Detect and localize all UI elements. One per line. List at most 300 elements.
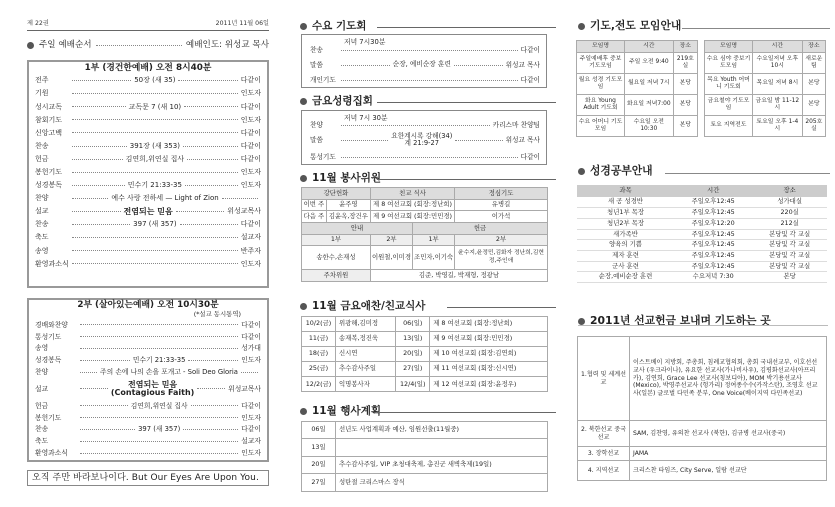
order-label: 찬양 xyxy=(35,194,49,203)
table-cell: 주일오후12:20 xyxy=(674,218,752,229)
worship-order-column xyxy=(0,0,275,507)
dots-leader xyxy=(72,106,126,107)
table-cell: 20(일) xyxy=(396,347,430,362)
table-cell: 수요일저녁 오후 10시 xyxy=(753,53,803,74)
table-header: 시간 xyxy=(753,41,803,53)
meal-heading xyxy=(300,300,425,313)
table-cell: 월요일 저녁 7시 xyxy=(625,74,674,95)
program-row xyxy=(310,45,540,55)
table-cell: 본당및 각 교실 xyxy=(752,261,827,272)
table-cell: 추수감사주일 xyxy=(336,362,396,377)
header-divider xyxy=(27,30,269,31)
order-content-text: 김연희,위연실 집사 xyxy=(125,154,185,163)
wednesday-heading xyxy=(300,20,366,33)
heading-rule xyxy=(377,412,556,413)
order-leader: 위성교목사 xyxy=(227,207,261,216)
dots-leader xyxy=(80,336,238,337)
order-content-text: 397 (새 357) xyxy=(133,220,177,229)
order-content xyxy=(100,368,238,376)
program-label: 찬양 xyxy=(310,120,323,129)
servers-table xyxy=(301,187,548,282)
table-cell: 금요일 밤 11-12시 xyxy=(753,95,803,116)
bullet-icon xyxy=(578,23,585,30)
issue-date: 2011년 11월 06일 xyxy=(215,20,269,27)
table-cell: 양육의 기쁨 xyxy=(577,240,674,251)
order-row xyxy=(35,139,261,152)
heading-rule xyxy=(578,325,828,326)
order-label: 송영 xyxy=(35,246,49,255)
program-label: 찬송 xyxy=(310,45,323,54)
table-cell: 13(일) xyxy=(396,332,430,347)
page-header xyxy=(27,20,269,27)
motto-banner: 오직 주만 바라보나이다. But Our Eyes Are Upon You. xyxy=(27,470,269,486)
table-header: 헌금 xyxy=(413,223,548,235)
dots-leader xyxy=(341,157,518,158)
heading-rule xyxy=(682,28,830,29)
program-row xyxy=(310,131,541,147)
dots-leader xyxy=(341,65,390,66)
friday-box xyxy=(301,110,547,165)
order-leader: 다같이 xyxy=(241,320,261,329)
table-cell: 06일 xyxy=(302,422,336,439)
program-leader: 카리스마 찬양팀 xyxy=(492,120,540,129)
table-cell: 위광해,김미정 xyxy=(336,317,396,332)
dots-leader xyxy=(80,388,108,389)
order-content-text: 397 (새 357) xyxy=(138,425,181,434)
table-cell: 주일오후12:45 xyxy=(674,261,752,272)
table-cell xyxy=(336,439,548,456)
order-row xyxy=(35,354,261,366)
order-label: 헌금 xyxy=(35,401,49,410)
order-leader: 다같이 xyxy=(241,401,261,410)
program-leader: 다같이 xyxy=(520,45,540,54)
order-label: 설교 xyxy=(35,384,49,393)
table-cell: 목요 Youth 어머니 기도회 xyxy=(705,74,753,95)
table-row xyxy=(577,208,827,219)
dots-leader xyxy=(180,224,238,225)
order-label: 찬송 xyxy=(35,425,49,434)
worship-order-heading xyxy=(27,40,269,50)
wednesday-box xyxy=(301,34,547,88)
order-leader: 다같이 xyxy=(240,76,261,85)
mission-category: 3. 장학선교 xyxy=(578,447,630,461)
table-row xyxy=(578,421,827,447)
table-row xyxy=(577,95,698,116)
dots-leader xyxy=(80,441,238,442)
dots-leader xyxy=(72,263,238,264)
table-header: 안내 xyxy=(302,223,413,235)
dots-leader xyxy=(341,80,518,81)
table-row xyxy=(705,41,826,53)
program-leader: 위성교 목사 xyxy=(505,135,541,144)
table-row xyxy=(302,234,548,246)
bullet-icon xyxy=(300,98,307,105)
table-header: 시간 xyxy=(625,41,674,53)
table-cell: 본당및 각 교실 xyxy=(752,240,827,251)
order-content xyxy=(138,425,180,433)
table-cell: 조민자,이기숙 xyxy=(413,246,455,270)
order-row xyxy=(35,412,261,424)
order-content xyxy=(128,181,182,189)
service1-box xyxy=(27,60,269,288)
order-label: 성경봉독 xyxy=(35,181,63,190)
guide-column xyxy=(570,0,833,507)
order-leader: 다같이 xyxy=(241,425,261,434)
table-cell: 12/4(일) xyxy=(396,377,430,392)
table-cell: 본당 xyxy=(673,116,697,137)
order-content-text: 교독문 7 (새 10) xyxy=(128,102,182,111)
table-row xyxy=(705,74,826,95)
table-cell: 10/2(금) xyxy=(302,317,336,332)
order-label: 송영 xyxy=(35,344,49,353)
heading-rule xyxy=(377,27,556,28)
prayer-title: 기도,전도 모임안내 xyxy=(590,19,682,32)
table-cell: 18(금) xyxy=(302,347,336,362)
table-cell: 제 9 여선교회 (회장:민민경) xyxy=(430,332,548,347)
bible-heading xyxy=(578,165,653,178)
order-content-text: 민수기 21:33-35 xyxy=(132,356,186,365)
order-row xyxy=(35,74,261,87)
dots-leader xyxy=(341,125,490,126)
table-row xyxy=(578,337,827,421)
table-cell: 이원철,이미경 xyxy=(370,246,412,270)
table-cell: 13일 xyxy=(302,439,336,456)
table-cell: 청년2부 목장 xyxy=(577,218,674,229)
dots-leader xyxy=(184,106,238,107)
order-label: 경배와찬양 xyxy=(35,320,68,329)
mission-targets: 이스트베이 지방회, 주총회, 침례교협의회, 총회 국내선교부, 이호선선교사 (우크라이나), 유요한 선교사(가나비사우), 김평화선교사(아프리카), 김연희, Grace Lee 선교사(칭보디아), MOM 박기용선교사 (Mexico), 박영주선교사 (헝가리) 정여종수수(카작스탄), 조영호 선교사(일본) 글로벌 다민족 분부, One Voice(베이지역 다민족선교) xyxy=(630,337,827,421)
issue-number: 제 22권 xyxy=(27,20,49,27)
order-leader: 반주자 xyxy=(240,246,261,255)
order-content-text: 전염되는 믿음 xyxy=(123,206,173,216)
table-cell: 성가대실 xyxy=(752,197,827,208)
events-heading xyxy=(300,405,381,418)
table-cell: 25(금) xyxy=(302,362,336,377)
table-row xyxy=(705,53,826,74)
heading-rule xyxy=(377,179,556,180)
order-row xyxy=(35,179,261,192)
order-leader: 인도자 xyxy=(240,115,261,124)
table-header: 1부 xyxy=(413,234,455,246)
order-leader: 위성교목사 xyxy=(228,384,261,393)
order-content xyxy=(134,76,175,84)
table-cell: 본당 xyxy=(752,272,827,283)
order-leader: 인도자 xyxy=(240,89,261,98)
order-row xyxy=(35,447,261,459)
table-cell: 본당 xyxy=(802,74,825,95)
table-cell: 유병길 xyxy=(455,199,548,211)
table-header: 주차위원 xyxy=(302,270,371,282)
table-row xyxy=(302,188,548,200)
bullet-icon xyxy=(300,303,307,310)
service2-subtitle: (*설교 동시통역) xyxy=(193,310,241,318)
table-cell: 성탄절 크리스마스 장식 xyxy=(336,474,548,491)
order-label: 전주 xyxy=(35,76,49,85)
order-leader: 설교자 xyxy=(240,233,261,242)
order-leader: 인도자 xyxy=(241,356,261,365)
order-content-text: 주의 손에 나의 손을 포개고 - Soli Deo Gloria xyxy=(100,368,238,376)
dots-leader xyxy=(187,159,238,160)
table-cell: 06(일) xyxy=(396,317,430,332)
order-label: 찬양 xyxy=(35,368,49,376)
table-header: 장소 xyxy=(673,41,697,53)
table-row xyxy=(302,347,548,362)
order-row xyxy=(35,366,261,378)
mission-heading xyxy=(578,315,771,328)
order-row xyxy=(35,319,261,331)
table-cell: 화요 Young Adult 기도회 xyxy=(577,95,625,116)
table-header: 2부 xyxy=(370,234,412,246)
order-content-text: 50장 (새 35) xyxy=(134,76,176,85)
table-cell: 205호실 xyxy=(802,116,825,137)
table-row xyxy=(577,41,698,53)
dots-leader xyxy=(197,388,225,389)
order-row xyxy=(35,205,261,218)
table-row xyxy=(577,229,827,240)
dots-leader xyxy=(191,405,239,406)
table-cell: 제 11 여선교회 (회장:신시연) xyxy=(430,362,548,377)
table-cell: 이가석 xyxy=(455,211,548,223)
order-row xyxy=(35,126,261,139)
table-cell: 김윤옥,장건우 xyxy=(326,211,370,223)
order-row xyxy=(35,192,261,205)
table-cell: 수요저녁 7:30 xyxy=(674,272,752,283)
table-cell: 다음 주 xyxy=(302,211,327,223)
table-cell: 윤주영 xyxy=(326,199,370,211)
table-cell: 20일 xyxy=(302,456,336,473)
table-row xyxy=(577,240,827,251)
dots-leader xyxy=(188,360,238,361)
table-row xyxy=(577,218,827,229)
table-cell: 화요일 저녁7:00 xyxy=(625,95,674,116)
table-cell: 본당 xyxy=(673,74,697,95)
dots-leader xyxy=(72,224,130,225)
program-row xyxy=(310,75,540,85)
order-content-sub: (Contagious Faith) xyxy=(110,387,195,397)
bullet-icon xyxy=(300,408,307,415)
order-leader: 인도자 xyxy=(240,259,261,268)
order-leader: 다같이 xyxy=(240,128,261,137)
program-row xyxy=(310,60,540,70)
program-label: 통성기도 xyxy=(310,152,336,161)
table-row xyxy=(577,185,827,197)
service2-box xyxy=(27,298,269,462)
events-title: 11월 행사계획 xyxy=(312,405,381,417)
program-content-sub: 계 21:9-27 xyxy=(404,139,440,147)
servers-heading xyxy=(300,172,381,185)
dots-leader xyxy=(80,348,238,349)
table-cell: 212실 xyxy=(752,218,827,229)
mission-targets: 크리스찬 타임즈, City Serve, 일람 선교단 xyxy=(630,461,827,481)
dots-leader xyxy=(72,172,238,173)
order-leader: 인도자 xyxy=(241,413,261,422)
mission-category: 4. 지역선교 xyxy=(578,461,630,481)
order-content xyxy=(130,142,180,150)
table-cell: 주일오후12:45 xyxy=(674,250,752,261)
dots-divider xyxy=(96,45,182,46)
order-label: 성시교독 xyxy=(35,102,63,111)
table-header: 2부 xyxy=(455,234,548,246)
table-row xyxy=(577,261,827,272)
table-row xyxy=(578,461,827,481)
dots-leader xyxy=(72,250,238,251)
program-label: 말씀 xyxy=(310,60,323,69)
table-header: 시간 xyxy=(674,185,752,197)
table-row xyxy=(302,246,548,270)
order-content xyxy=(133,220,176,228)
program-leader: 위성교 목사 xyxy=(505,60,540,69)
table-row xyxy=(577,250,827,261)
order-leader: 인도자 xyxy=(241,448,261,457)
order-row xyxy=(35,424,261,436)
order-content xyxy=(111,381,194,397)
dots-leader xyxy=(241,372,258,373)
order-label: 환영과소식 xyxy=(35,448,68,457)
order-label: 참회기도 xyxy=(35,115,63,124)
dots-leader xyxy=(80,372,97,373)
table-row xyxy=(302,199,548,211)
table-cell: 수요 어머니 기도 모임 xyxy=(577,116,625,137)
table-row xyxy=(302,456,548,473)
order-leader: 다같이 xyxy=(240,154,261,163)
table-cell: 토요일 오후 1-4시 xyxy=(753,116,803,137)
table-row xyxy=(577,74,698,95)
order-row xyxy=(35,231,261,244)
service2-rows xyxy=(35,319,261,459)
order-content xyxy=(129,103,182,111)
order-content-text: 예수 사랑 전하세 — Light of Zion xyxy=(111,194,219,203)
table-cell: 새로운팀 xyxy=(802,53,825,74)
table-cell: 송재복,정진욱 xyxy=(336,332,396,347)
table-row xyxy=(302,377,548,392)
table-cell: 220실 xyxy=(752,208,827,219)
table-cell: 본당및 각 교실 xyxy=(752,229,827,240)
events-table xyxy=(301,421,548,492)
order-label: 설교 xyxy=(35,207,49,216)
dots-leader xyxy=(72,132,238,133)
friday-time: 저녁 7시 30분 xyxy=(344,114,388,122)
table-header: 과목 xyxy=(577,185,674,197)
dots-leader xyxy=(72,93,238,94)
bible-table xyxy=(577,185,827,283)
order-row xyxy=(35,153,261,166)
table-row xyxy=(577,272,827,283)
table-cell: 순장,예비순장 훈련 xyxy=(577,272,674,283)
order-content xyxy=(126,155,185,163)
table-cell: 추수감사주일, VIP 초청대축제, 총진군 새벽축제(19일) xyxy=(336,456,548,473)
bullet-icon xyxy=(578,318,585,325)
table-cell: 토요 지역전도 xyxy=(705,116,753,137)
table-cell: 주일예배후 중보기도모임 xyxy=(577,53,625,74)
dots-leader xyxy=(176,211,225,212)
table-row xyxy=(302,317,548,332)
table-cell: 12/2(금) xyxy=(302,377,336,392)
order-content xyxy=(131,402,188,410)
table-cell: 주일오후12:45 xyxy=(674,197,752,208)
order-label: 찬송 xyxy=(35,220,49,229)
order-row xyxy=(35,435,261,447)
section-title: 주일 예배순서 xyxy=(39,40,92,50)
table-cell: 선년도 사업계획과 예산, 임원선출(11월중) xyxy=(336,422,548,439)
order-content-text: 391장 (새 353) xyxy=(129,141,180,150)
order-label: 헌금 xyxy=(35,154,49,163)
meal-table xyxy=(301,316,548,392)
dots-leader xyxy=(72,211,121,212)
order-label: 찬송 xyxy=(35,141,49,150)
order-content-text: 김연희,위연실 집사 xyxy=(130,401,188,410)
order-label: 환영과소식 xyxy=(35,259,69,268)
table-cell: 목요일 저녁 8시 xyxy=(753,74,803,95)
table-row xyxy=(302,439,548,456)
order-row xyxy=(35,218,261,231)
table-header: 장소 xyxy=(752,185,827,197)
table-row xyxy=(577,197,827,208)
dots-leader xyxy=(454,65,503,66)
order-leader: 다같이 xyxy=(240,220,261,229)
table-cell: 김준, 박영길, 박재형, 정광남 xyxy=(370,270,547,282)
table-cell: 송한수,손재성 xyxy=(302,246,371,270)
order-content-text: 민수기 21:33-35 xyxy=(127,181,182,190)
order-leader: 다같이 xyxy=(240,141,261,150)
friday-title: 금요성령집회 xyxy=(312,95,373,107)
table-cell: 27(일) xyxy=(396,362,430,377)
table-row xyxy=(302,223,548,235)
dots-leader xyxy=(341,50,518,51)
table-cell: 27일 xyxy=(302,474,336,491)
heading-rule xyxy=(447,307,556,308)
table-row xyxy=(577,116,698,137)
table-cell: 제 8 여선교회 (회장:정난희) xyxy=(370,199,454,211)
table-cell: 주일오후12:45 xyxy=(674,208,752,219)
dots-leader xyxy=(455,140,502,141)
presider-label: 예배인도: 위성교 목사 xyxy=(185,40,269,50)
table-cell: 제 8 여선교회 (회장:정난희) xyxy=(430,317,548,332)
dots-leader xyxy=(72,119,238,120)
table-cell: 새 공 성경반 xyxy=(577,197,674,208)
servers-title: 11월 봉사위원 xyxy=(312,172,381,184)
table-row xyxy=(705,95,826,116)
order-content xyxy=(111,194,218,202)
order-label: 봉헌기도 xyxy=(35,413,62,422)
bullet-icon xyxy=(300,175,307,182)
table-cell: 익명봉사자 xyxy=(336,377,396,392)
dots-leader xyxy=(80,405,128,406)
service1-title: 1부 (경건한예배) 오전 8시40분 xyxy=(84,63,212,73)
program-content-text: 요한계시록 강해(34) xyxy=(391,131,453,140)
dots-leader xyxy=(80,453,238,454)
bullet-icon xyxy=(27,42,34,49)
dots-leader xyxy=(72,159,123,160)
table-cell: 새가족반 xyxy=(577,229,674,240)
table-cell: 제자 훈련 xyxy=(577,250,674,261)
table-cell: 제 12 여선교회 (회장:윤정우) xyxy=(430,377,548,392)
table-row xyxy=(302,422,548,439)
meeting-table-left xyxy=(576,40,698,137)
table-cell: 본당및 각 교실 xyxy=(752,250,827,261)
table-cell: 이번 주 xyxy=(302,199,327,211)
order-leader: 인도자 xyxy=(240,181,261,190)
program-leader: 다같이 xyxy=(520,152,540,161)
program-leader: 다같이 xyxy=(520,75,540,84)
order-leader: 다같이 xyxy=(241,332,261,341)
table-row xyxy=(302,270,548,282)
program-row xyxy=(310,120,540,130)
dots-leader xyxy=(80,417,238,418)
program-content-text: 순장, 예비순장 훈련 xyxy=(392,60,451,69)
order-row xyxy=(35,244,261,257)
wednesday-title: 수요 기도회 xyxy=(312,20,367,32)
dots-leader xyxy=(72,146,127,147)
